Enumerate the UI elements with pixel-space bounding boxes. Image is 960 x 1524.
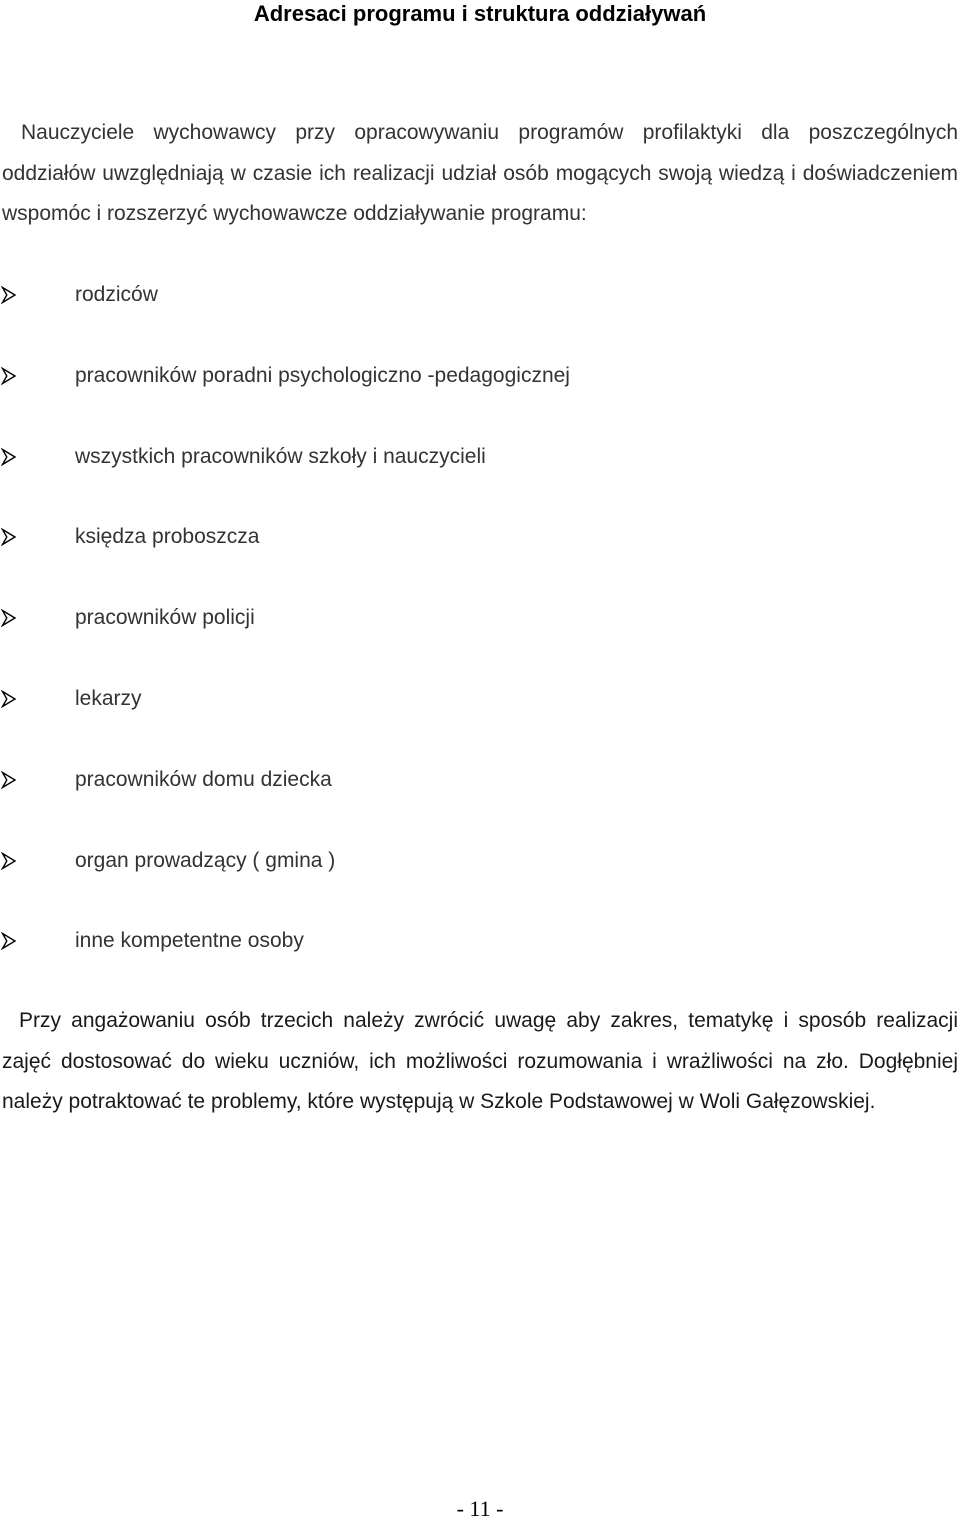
arrowhead-bullet-icon <box>1 286 17 304</box>
list-item <box>0 513 960 594</box>
arrowhead-bullet-icon <box>1 932 17 950</box>
page-number: - 11 - <box>456 1496 504 1521</box>
list-item-text: pracowników domu dziecka <box>75 767 332 791</box>
page-title: Adresaci programu i struktura oddziaływań <box>253 1 707 26</box>
list-item <box>0 271 960 352</box>
addressee-list <box>0 271 960 998</box>
list-item-text: pracowników policji <box>75 606 255 630</box>
arrowhead-bullet-icon <box>1 528 17 546</box>
list-item-text: lekarzy <box>75 686 142 710</box>
intro-paragraph: Nauczyciele wychowawcy przy opracowywaniu programów profilaktyki dla poszczególnych oddziałów uwzględniają w czasie ich realizacji udział osób mogących swoją wiedzą i doświadczeniem wspomóc i rozszerzyć wychowawcze oddziaływanie programu: <box>2 121 958 225</box>
list-item <box>0 917 960 998</box>
list-item-text: organ prowadzący ( gmina ) <box>75 848 336 872</box>
list-item <box>0 352 960 433</box>
list-item-text: rodziców <box>75 283 158 306</box>
list-item <box>0 433 960 514</box>
list-item-text: pracowników poradni psychologiczno -pedagogicznej <box>75 363 570 387</box>
list-item-text: księdza proboszcza <box>75 525 260 549</box>
list-item <box>0 837 960 918</box>
closing-paragraph: Przy angażowaniu osób trzecich należy zwrócić uwagę aby zakres, tematykę i sposób realizacji zajęć dostosować do wieku uczniów, ich możliwości rozumowania i wrażliwości na zło. Dogłębniej należy potraktować te problemy, które występują w Szkole Podstawowej w Woli Gałęzowskiej. <box>2 1009 958 1113</box>
arrowhead-bullet-icon <box>1 609 17 627</box>
list-item <box>0 756 960 837</box>
arrowhead-bullet-icon <box>1 367 17 385</box>
arrowhead-bullet-icon <box>1 852 17 870</box>
arrowhead-bullet-icon <box>1 448 17 466</box>
list-item <box>0 675 960 756</box>
arrowhead-bullet-icon <box>1 771 17 789</box>
list-item-text: wszystkich pracowników szkoły i nauczycieli <box>75 444 486 468</box>
list-item-text: inne kompetentne osoby <box>75 929 304 953</box>
list-item <box>0 594 960 675</box>
arrowhead-bullet-icon <box>1 690 17 708</box>
